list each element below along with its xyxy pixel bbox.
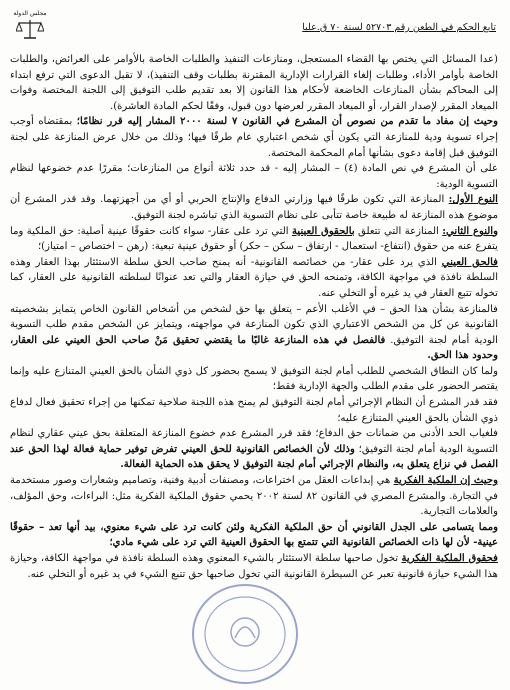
text-run: وحيث إن الملكية الفكرية [393, 475, 498, 487]
judgment-paragraph [10, 364, 498, 395]
text-run: (عدا المسائل التي يختص بها القضاء المستعجل، ومنازعات التنفيذ والطلبات الخاصة بالأوامر على العرائض، والطلبات الخاصة بأوامر الأداء، وطلبات إلغاء القرارات الإدارية المقترنة بطلبات وقف التنفيذ)، لا تقبل الدعوى التي ترفع ابتداء إلى المحاكم بشأن المنازعات الخاضعة لأحكام هذا القانون إلا بعد تقديم طلب التوفيق إلى اللجنة المختصة وفوات الميعاد المقرر لإصدار القرار، أو الميعاد المقرر لعرضها دون قبول، وفقًا لحكم المادة العاشرة). [10, 54, 498, 112]
text-run: فحقوق الملكية الفكرية [401, 553, 498, 564]
text-run: بالحقوق العينية [291, 225, 355, 237]
text-run: النوع الأول: [448, 194, 498, 206]
text-run: المنازعة التي تكون طرفًا فيها وزارتي الدفاع والإنتاج الحربي أو أي من أجهزتهما. وقد قدر المشرع أن موضوع هذه المنازعة له طبيعة خاصة تتأبى على نظام التسوية الذي تباشره لجنة التوفيق. [10, 194, 498, 221]
text-run: تخول صاحبها سلطة الاستئثار بالشيء المعنوي وهذه السلطة نافذة في مواجهة الكافة، وحيازة هذا الشيء حيازة قانونية تعبر عن السيطرة القانونية التي تخول صاحبها حق تتبع الشيء في يد غيره أو التخلي عنه. [10, 553, 498, 580]
text-run: فالحق العيني [441, 256, 498, 268]
text-run: وحيث إن مفاد ما تقدم من نصوص أن المشرع في القانون ٧ لسنة ٢٠٠٠ المشار إليه قرر نظامًا؛ [76, 116, 498, 128]
text-run: هي إبداعات العقل من اختراعات، ومصنفات أدبية وفنية، وتصاميم وشعارات وصور مستخدمة في التجارة. والمشرع المصري في القانون ٨٢ لسنة ٢٠٠٢ يحمي حقوق الملكية الفكرية مثل: البراءات، وحق المؤلف، والعلامات التجارية. [10, 475, 498, 518]
text-run: الذي يرد على عقار- من خصائصه القانونية- أنه يمنح صاحب الحق سلطة الاستئثار بهذا العقار وهذه السلطة نافذة في مواجهة الكافة، وتمنحه الحق في حيازة العقار والتي تعد عنوانًا لسلطته القانونية على العقار، كما تخوله تتبع العقار في يد غيره أو التخلي عنه. [10, 256, 498, 299]
judgment-paragraph [10, 302, 498, 364]
judgment-paragraph [10, 473, 498, 520]
judgment-paragraph [10, 395, 498, 426]
text-run: والنوع الثاني: [442, 225, 498, 237]
judgment-paragraph [10, 192, 498, 223]
text-run: فقد قدر المشرع أن النظام الإجرائي أمام لجنة التوفيق لم يمنح هذه اللجنة صلاحية تمكنها من إجراء تحقيق فعال لدفاع ذوي الشأن بالحق العيني المتنازع عليه؛ [10, 397, 498, 424]
text-run: ومما يتسامى على الجدل القانوني أن حق الملكية الفكرية ولئن كانت ترد على شيء معنوي، بيد أنها تعد – حقوقًا عينية- لأن لها ذات الخصائص القانونية التي تتمتع بها الحقوق العينية التي ترد على شيء مادي؛ [10, 521, 498, 549]
case-reference: تابع الحكم في الطعن رقم ٥٢٧٠٣ لسنة ٧٠ ق.عليا [302, 22, 496, 33]
text-run: وذلك لأن الخصائص القانونية للحق العيني تفرض توفير حماية فعالة لهذا الحق عند الفصل في نزاع يتعلق به، والنظام الإجرائي أمام لجنة التوفيق لا يحقق هذه الحماية الفعالة. [10, 443, 498, 471]
scales-of-justice-icon [16, 18, 44, 40]
judgment-paragraph [10, 224, 498, 255]
text-run: المنازعة التي تتعلق [354, 225, 443, 237]
judgment-paragraph [10, 426, 498, 473]
judgment-paragraph [10, 114, 498, 161]
judgment-paragraph [10, 161, 498, 192]
text-run: فالفصل في هذه المنازعة غالبًا ما يقتضي تحقيق مَنْ صاحب الحق العيني على العقار، وحدود هذا الحق. [10, 334, 498, 362]
council-of-state-emblem [8, 10, 52, 44]
text-run: ولما كان النطاق الشخصي للطلب أمام لجنة التوفيق لا يسمح بحضور كل ذوي الشأن بالحق العيني المتنازع عليه وإنما يقتصر الحضور على مقدم الطلب والجهة الإدارية فقط؛ [10, 365, 498, 393]
judgment-paragraph [10, 551, 498, 582]
text-run: على أن المشرع في نص المادة (٤) – المشار إليه - قد حدد ثلاثة أنواع من المنازعات؛ مقررًا عدم خضوعها لنظام التسوية الودية: [10, 163, 498, 190]
text-run: فالمنازعة بشأن هذا الحق – في الأغلب الأعم – يتعلق بها حق لشخص من أشخاص القانون الخاص يتمايز بشخصيته القانونية عن كل من الشخص الاعتباري الذي تكون المنازعة في مواجهته، ويتمايز عن الشخص مقدم طلب التسوية الودية أمام لجنة التوفيق. [10, 303, 498, 346]
judgment-paragraph [10, 255, 498, 302]
judgment-body [10, 52, 498, 684]
text-run: بمقتضاه أوجب إجراء تسوية ودية للمنازعة التي يكون أي شخص اعتباري عام طرفًا فيها؛ وذلك من خلال عرض المنازعة على لجنة التوفيق قبل إقامة دعوى بشأنها أمام المحكمة المختصة. [10, 116, 498, 159]
judgment-paragraph [10, 52, 498, 114]
text-run: فلغياب الحد الأدنى من ضمانات حق الدفاع؛ فقد قرر المشرع عدم خضوع المنازعة المتعلقة بحق عيني عقاري لنظام التسوية الودية أمام لجنة التوفيق؛ [10, 428, 498, 455]
text-run: التي ترد على عقار- سواء كانت حقوقًا عينية أصلية: حق الملكية وما يتفرع عنه من حقوق (انتفاع- استعمال - ارتفاق – سكن – حكر) أو حقوق عينية تبعية: (رهن – اختصاص – امتياز)؛ [10, 225, 498, 253]
emblem-caption: مجلس الدولة [13, 10, 47, 17]
judgment-paragraph [10, 520, 498, 551]
page-header [8, 10, 500, 44]
